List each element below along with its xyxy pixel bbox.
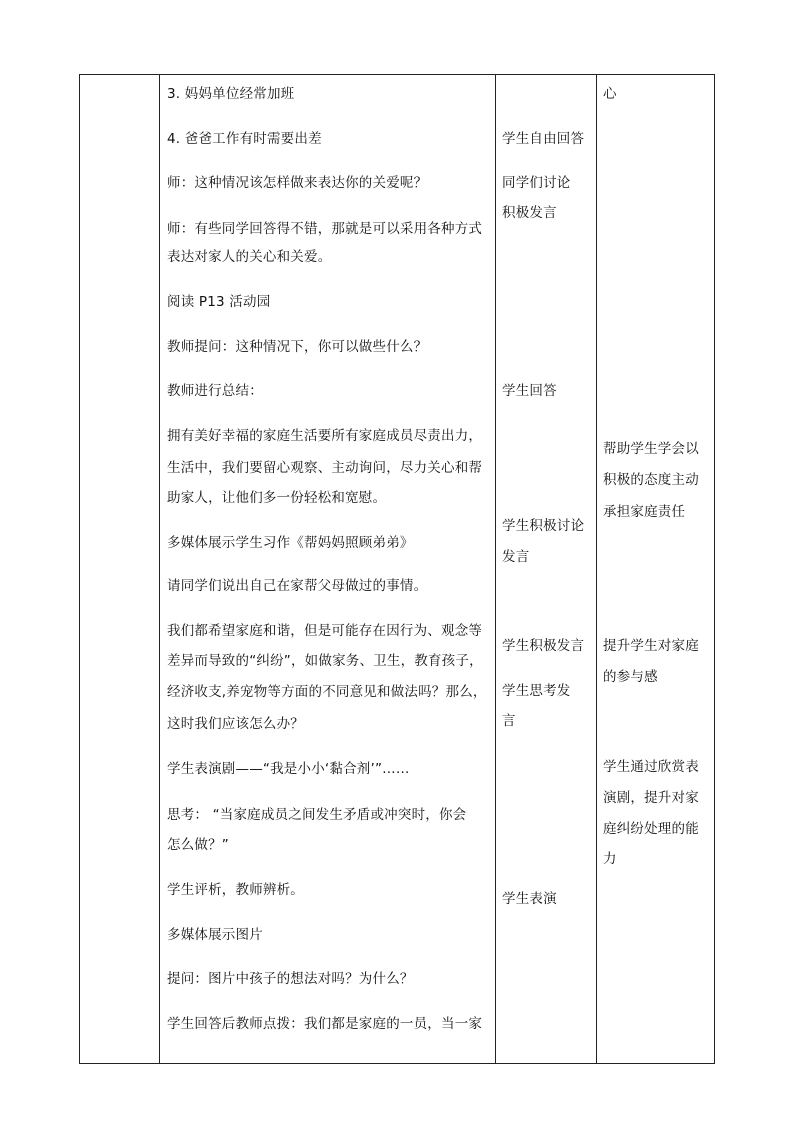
text-line: 阅读 P13 活动园 [167, 294, 271, 310]
text-line: 学生回答后教师点拨：我们都是家庭的一员，当一家 [167, 1016, 483, 1032]
text-line: 学生积极发言 [502, 638, 585, 654]
text-line: 言 [502, 713, 516, 729]
text-line: 教师进行总结： [167, 383, 263, 399]
text-line: 力 [603, 851, 617, 867]
text-line: 学生自由回答 [502, 131, 585, 147]
text-line: 学生评析，教师辨析。 [167, 882, 304, 898]
text-line: 教师提问：这种情况下，你可以做些什么？ [167, 339, 428, 355]
text-line: 同学们讨论 [502, 175, 571, 191]
text-line: 的参与感 [603, 669, 658, 685]
lesson-plan-table [79, 74, 715, 1064]
text-line: 生活中，我们要留心观察、主动询问，尽力关心和帮 [167, 460, 483, 476]
text-line: 积极的态度主动 [603, 472, 699, 488]
design-intent-cell [596, 75, 716, 1063]
text-line: 学生表演 [502, 891, 557, 907]
text-line: 3. 妈妈单位经常加班 [167, 86, 295, 102]
text-line: 经济收支,养宠物等方面的不同意见和做法吗？那么， [167, 684, 487, 700]
text-line: 助家人，让他们多一份轻松和宽慰。 [167, 490, 387, 506]
text-line: 庭纠纷处理的能 [603, 821, 699, 837]
text-line: 提升学生对家庭 [603, 638, 699, 654]
text-line: 表达对家人的关心和关爱。 [167, 249, 332, 265]
text-line: 学生回答 [502, 383, 557, 399]
text-line: 4. 爸爸工作有时需要出差 [167, 131, 322, 147]
section-label-cell [80, 75, 159, 1063]
text-line: 心 [603, 86, 617, 102]
text-line: 差异而导致的“纠纷”，如做家务、卫生，教育孩子， [167, 653, 483, 669]
text-line: 这时我们应该怎么办？ [167, 716, 304, 732]
text-line: 多媒体展示学生习作《帮妈妈照顾弟弟》 [167, 535, 414, 551]
text-line: 怎么做？” [167, 837, 229, 853]
text-line: 演剧，提升对家 [603, 790, 699, 806]
student-activity-cell [495, 75, 596, 1063]
text-line: 学生通过欣赏表 [603, 759, 699, 775]
text-line: 师：有些同学回答得不错，那就是可以采用各种方式 [167, 221, 483, 237]
text-line: 拥有美好幸福的家庭生活要所有家庭成员尽责出力， [167, 428, 483, 444]
text-line: 积极发言 [502, 205, 557, 221]
teaching-process-cell [159, 75, 495, 1063]
text-line: 发言 [502, 549, 530, 565]
text-line: 师：这种情况该怎样做来表达你的关爱呢？ [167, 175, 428, 191]
text-line: 帮助学生学会以 [603, 441, 699, 457]
text-line: 多媒体展示图片 [167, 927, 263, 943]
text-line: 提问：图片中孩子的想法对吗？为什么？ [167, 971, 414, 987]
text-line: 学生表演剧——“我是小小‘黏合剂’”…… [167, 761, 410, 777]
text-line: 承担家庭责任 [603, 504, 686, 520]
text-line: 学生积极讨论 [502, 518, 585, 534]
text-line: 学生思考发 [502, 683, 571, 699]
text-line: 我们都希望家庭和谐，但是可能存在因行为、观念等 [167, 623, 483, 639]
text-line: 思考： “当家庭成员之间发生矛盾或冲突时，你会 [167, 807, 467, 823]
text-line: 请同学们说出自己在家帮父母做过的事情。 [167, 578, 428, 594]
